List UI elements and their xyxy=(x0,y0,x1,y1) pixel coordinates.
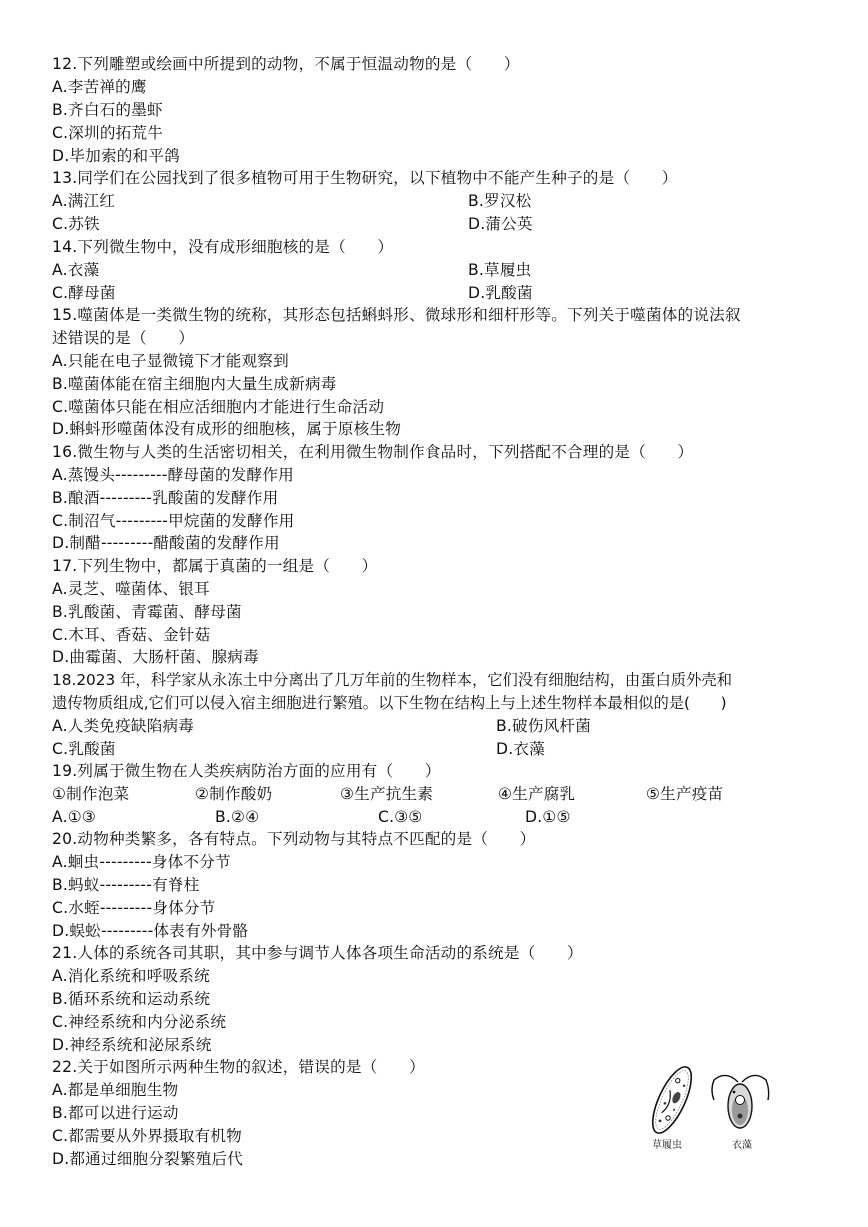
q21-option-d: D.神经系统和泌尿系统 xyxy=(52,1036,212,1054)
q13-option-b: B.罗汉松 xyxy=(468,192,532,210)
q15-option-d: D.蝌蚪形噬菌体没有成形的细胞核，属于原核生物 xyxy=(52,420,402,438)
q19-item-1: ①制作泡菜 xyxy=(52,785,130,803)
q22-figure-illustration xyxy=(634,1060,774,1140)
q14-option-c: C.酵母菌 xyxy=(52,284,116,302)
q16-stem: 16.微生物与人类的生活密切相关，在利用微生物制作食品时，下列搭配不合理的是（ ） xyxy=(52,443,694,461)
q19-option-c: C.③⑤ xyxy=(378,808,423,826)
q19-items-row xyxy=(52,783,812,805)
q22-option-c: C.都需要从外界摄取有机物 xyxy=(52,1127,242,1145)
q14-stem: 14.下列微生物中，没有成形细胞核的是（ ） xyxy=(52,238,394,256)
q16-option-a: A.蒸馒头---------酵母菌的发酵作用 xyxy=(52,466,294,484)
q20-stem: 20.动物种类繁多，各有特点。下列动物与其特点不匹配的是（ ） xyxy=(52,830,536,848)
q17-option-a: A.灵芝、噬菌体、银耳 xyxy=(52,580,210,598)
q16-option-b: B.酿酒---------乳酸菌的发酵作用 xyxy=(52,489,279,507)
q12-stem: 12.下列雕塑或绘画中所提到的动物，不属于恒温动物的是（ ） xyxy=(52,55,520,73)
q22-option-b: B.都可以进行运动 xyxy=(52,1104,179,1122)
q18-option-a: A.人类免疫缺陷病毒 xyxy=(52,717,195,735)
q13-option-c: C.苏铁 xyxy=(52,215,100,233)
q12-option-a: A.李苦禅的鹰 xyxy=(52,78,147,96)
q22-figure xyxy=(634,1060,774,1160)
q19-option-b: B.②④ xyxy=(215,808,260,826)
q19-item-4: ④生产腐乳 xyxy=(498,785,576,803)
q15-option-c: C.噬菌体只能在相应活细胞内才能进行生命活动 xyxy=(52,398,385,416)
q22-option-d: D.都通过细胞分裂繁殖后代 xyxy=(52,1150,244,1168)
q19-stem: 19.列属于微生物在人类疾病防治方面的应用有（ ） xyxy=(52,762,441,780)
q16-option-d: D.制醋---------醋酸菌的发酵作用 xyxy=(52,534,280,552)
q13-option-d: D.蒲公英 xyxy=(468,215,533,233)
q21-stem: 21.人体的系统各司其职，其中参与调节人体各项生命活动的系统是（ ） xyxy=(52,944,583,962)
q19-item-2: ②制作酸奶 xyxy=(195,785,273,803)
q17-option-b: B.乳酸菌、青霉菌、酵母菌 xyxy=(52,603,242,621)
q19-option-a: A.①③ xyxy=(52,808,97,826)
q18-stem-line2: 遗传物质组成,它们可以侵入宿主细胞进行繁殖。以下生物在结构上与上述生物样本最相似的是( ) xyxy=(52,694,727,712)
q17-stem: 17.下列生物中，都属于真菌的一组是（ ） xyxy=(52,557,378,575)
chlamydomonas-caption: 衣藻 xyxy=(732,1140,752,1151)
q19-item-3: ③生产抗生素 xyxy=(340,785,434,803)
q15-option-b: B.噬菌体能在宿主细胞内大量生成新病毒 xyxy=(52,375,337,393)
q17-option-c: C.木耳、香菇、金针菇 xyxy=(52,626,211,644)
q20-option-c: C.水蛭---------身体分节 xyxy=(52,899,216,917)
chlamydomonas-illustration xyxy=(712,1075,769,1128)
q22-stem: 22.关于如图所示两种生物的叙述，错误的是（ ） xyxy=(52,1058,425,1076)
paramecium-caption: 草履虫 xyxy=(652,1140,682,1151)
q22-option-a: A.都是单细胞生物 xyxy=(52,1081,179,1099)
q12-option-c: C.深圳的拓荒牛 xyxy=(52,124,164,142)
q21-option-c: C.神经系统和内分泌系统 xyxy=(52,1013,227,1031)
q13-stem: 13.同学们在公园找到了很多植物可用于生物研究，以下植物中不能产生种子的是（ ） xyxy=(52,169,678,187)
q20-option-a: A.蛔虫---------身体不分节 xyxy=(52,853,231,871)
q21-option-a: A.消化系统和呼吸系统 xyxy=(52,967,210,985)
q19-options-row xyxy=(52,806,812,828)
q18-option-b: B.破伤风杆菌 xyxy=(496,717,592,735)
q19-item-5: ⑤生产疫苗 xyxy=(646,785,724,803)
q18-stem-line1: 18.2023 年，科学家从永冻土中分离出了几万年前的生物样本，它们没有细胞结构，由蛋白质外壳和 xyxy=(52,671,732,689)
q15-stem-line2: 述错误的是（ ） xyxy=(52,329,195,347)
q14-option-d: D.乳酸菌 xyxy=(468,284,533,302)
q14-option-b: B.草履虫 xyxy=(468,261,532,279)
q13-option-a: A.满江红 xyxy=(52,192,116,210)
q15-option-a: A.只能在电子显微镜下才能观察到 xyxy=(52,352,289,370)
q12-option-d: D.毕加索的和平鸽 xyxy=(52,147,180,165)
q12-option-b: B.齐白石的墨虾 xyxy=(52,101,163,119)
q16-option-c: C.制沼气---------甲烷菌的发酵作用 xyxy=(52,512,295,530)
q20-option-d: D.蜈蚣---------体表有外骨骼 xyxy=(52,922,249,940)
q20-option-b: B.蚂蚁---------有脊柱 xyxy=(52,876,200,894)
q17-option-d: D.曲霉菌、大肠杆菌、腺病毒 xyxy=(52,648,259,666)
paramecium-illustration xyxy=(645,1062,699,1138)
q18-option-d: D.衣藻 xyxy=(496,740,545,758)
q19-option-d: D.①⑤ xyxy=(525,808,571,826)
q18-option-c: C.乳酸菌 xyxy=(52,740,116,758)
q15-stem-line1: 15.噬菌体是一类微生物的统称，其形态包括蝌蚪形、微球形和细杆形等。下列关于噬菌体的说法叙 xyxy=(52,306,741,324)
q21-option-b: B.循环系统和运动系统 xyxy=(52,990,211,1008)
q14-option-a: A.衣藻 xyxy=(52,261,100,279)
